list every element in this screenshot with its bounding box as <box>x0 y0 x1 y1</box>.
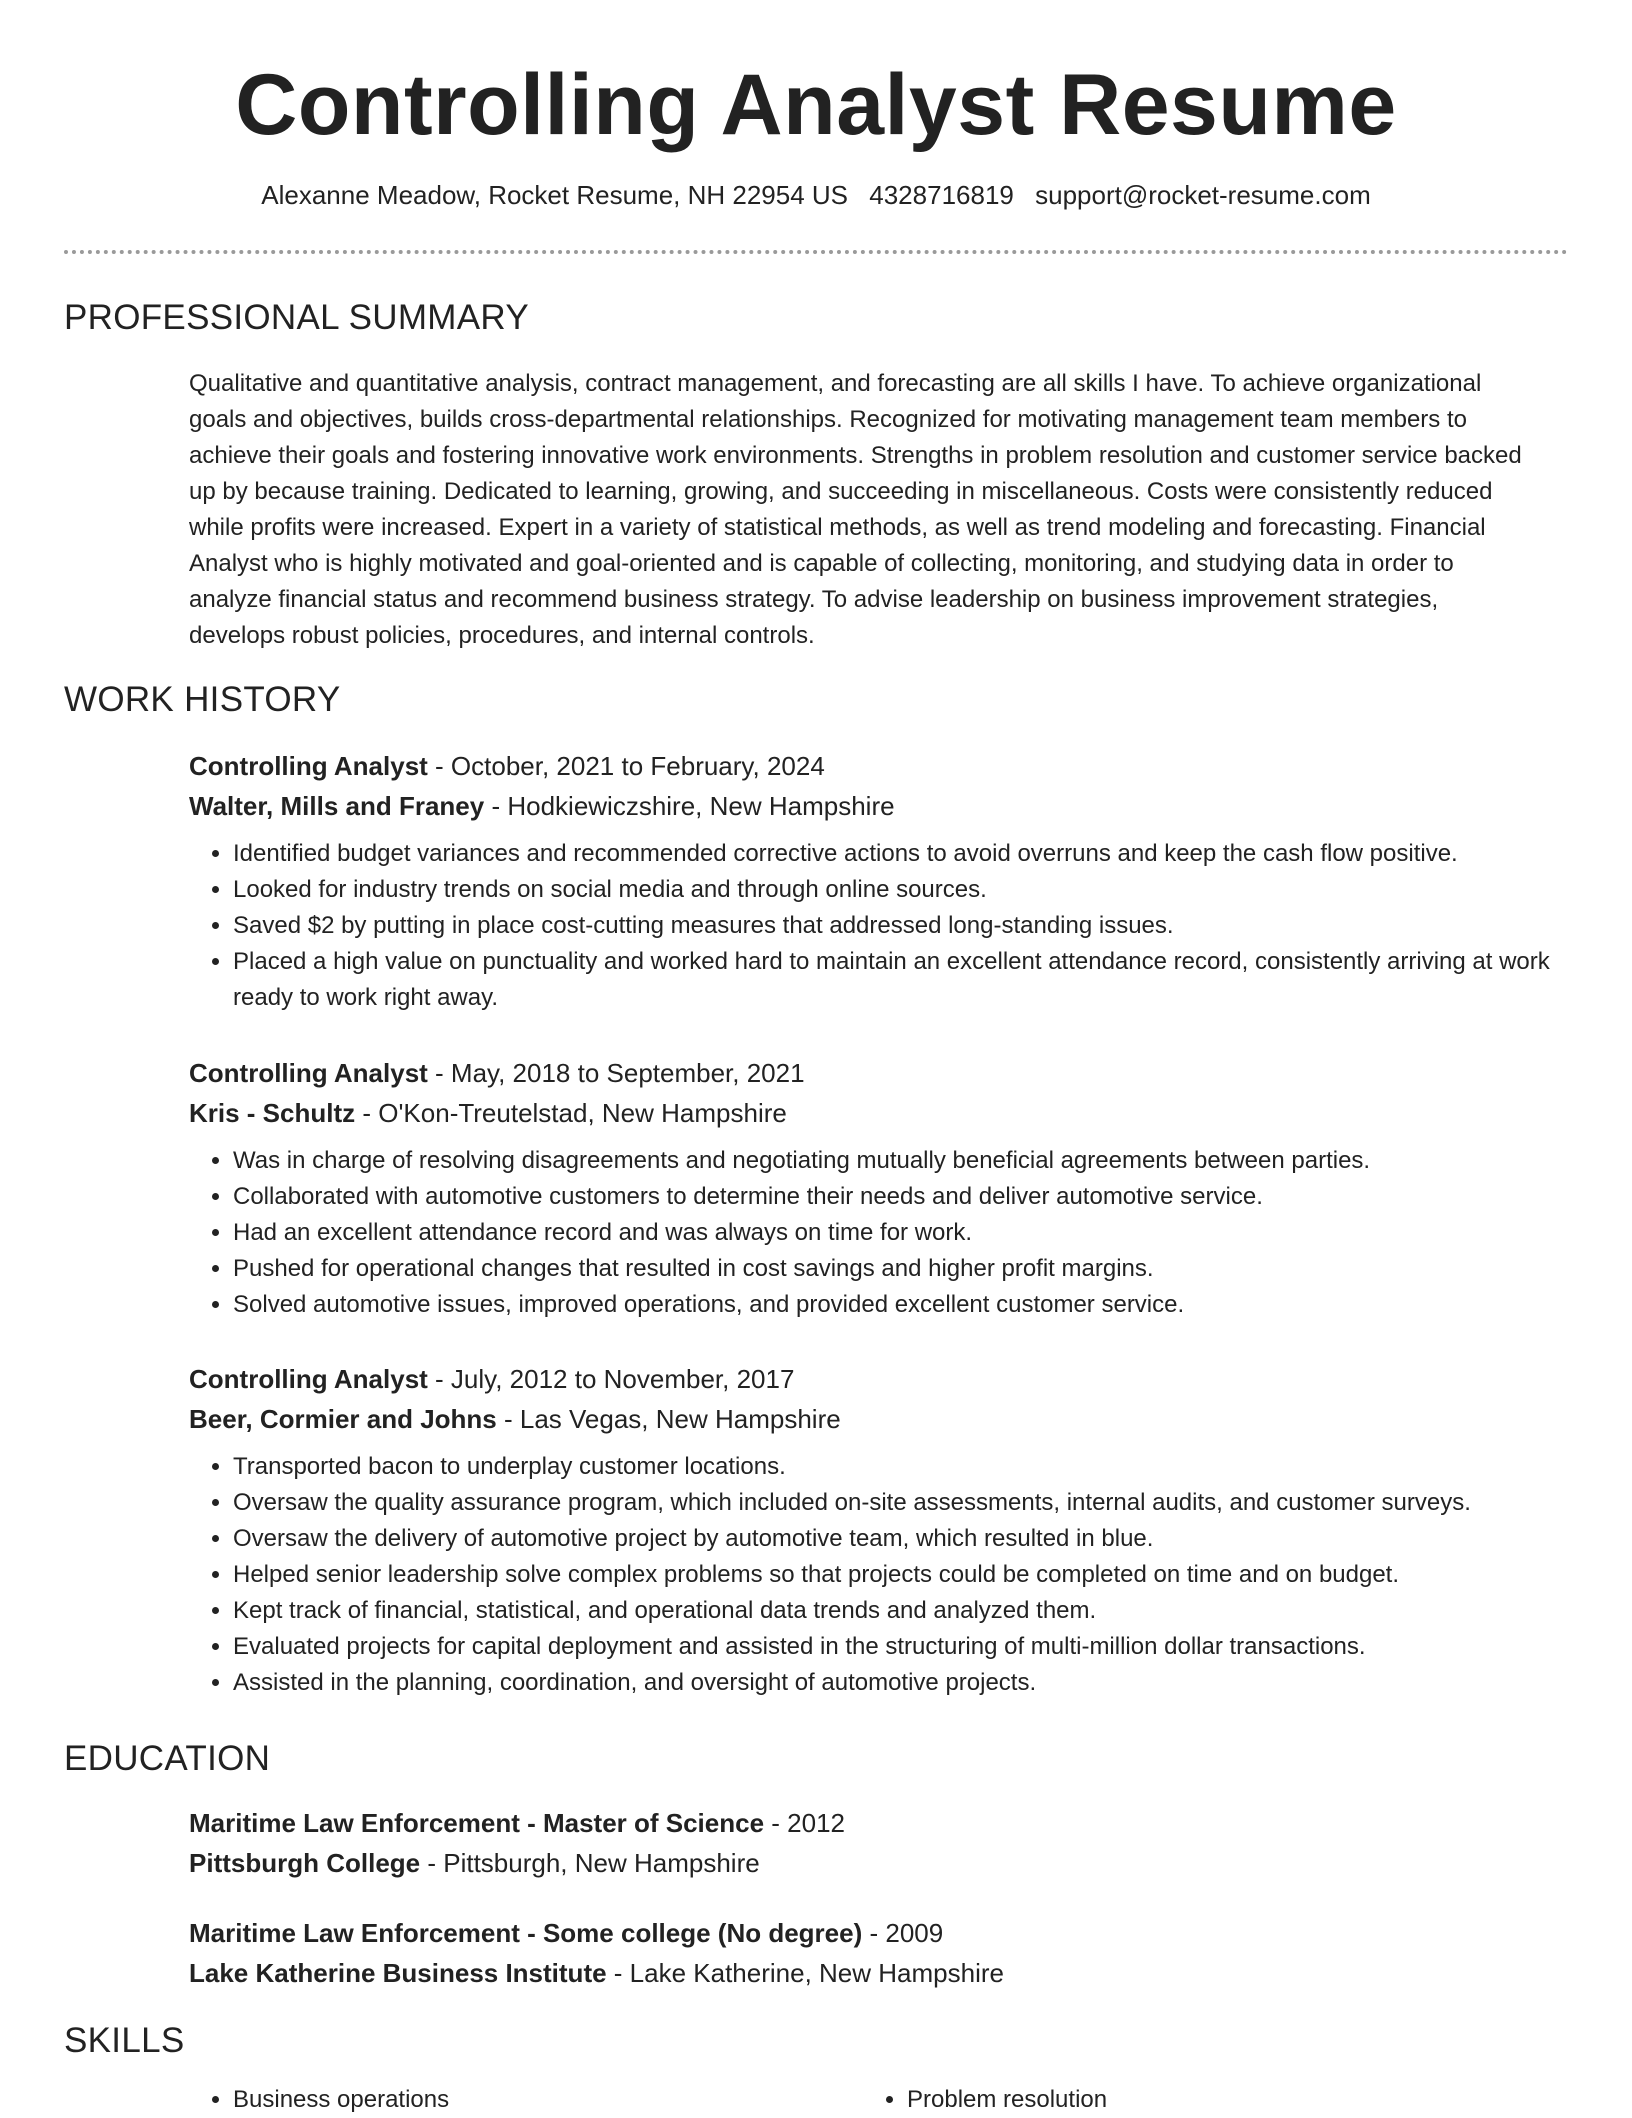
job-entry <box>189 1359 1569 1701</box>
job-bullet: • Evaluated projects for capital deployment and assisted in the structuring of multi-million dollar transactions. <box>233 1629 1569 1665</box>
contact-info <box>0 180 1632 211</box>
education-location: - Lake Katherine, New Hampshire <box>606 1958 1004 1988</box>
job-title: Controlling Analyst <box>189 751 428 781</box>
job-bullet: • Placed a high value on punctuality and worked hard to maintain an excellent attendance record, consistently arriving at work ready to work right away. <box>233 944 1569 1016</box>
job-bullet: • Looked for industry trends on social media and through online sources. <box>233 872 1569 908</box>
job-location: - Hodkiewiczshire, New Hampshire <box>484 791 895 821</box>
job-bullet: • Transported bacon to underplay customer locations. <box>233 1449 1569 1485</box>
job-entry <box>189 746 1569 1016</box>
skills-list <box>189 2082 1569 2118</box>
job-entry <box>189 1053 1569 1323</box>
section-heading-summary: PROFESSIONAL SUMMARY <box>64 298 529 337</box>
education-school-line <box>189 1843 1569 1883</box>
resume-title: Controlling Analyst Resume <box>235 57 1397 153</box>
job-bullets <box>189 1449 1569 1701</box>
contact-email: support@rocket-resume.com <box>1035 180 1371 210</box>
job-bullet: • Helped senior leadership solve complex problems so that projects could be completed on time and on budget. <box>233 1557 1569 1593</box>
job-bullet: • Saved $2 by putting in place cost-cutting measures that addressed long-standing issues. <box>233 908 1569 944</box>
section-heading-skills: SKILLS <box>64 2021 185 2060</box>
job-title: Controlling Analyst <box>189 1364 428 1394</box>
education-year: - 2009 <box>862 1918 944 1948</box>
job-company: Walter, Mills and Franey <box>189 791 485 821</box>
job-dates: - May, 2018 to September, 2021 <box>427 1058 805 1088</box>
education-degree-line <box>189 1913 1569 1953</box>
job-bullet: • Oversaw the delivery of automotive project by automotive team, which resulted in blue. <box>233 1521 1569 1557</box>
education-year: - 2012 <box>764 1808 845 1838</box>
job-location: - Las Vegas, New Hampshire <box>496 1404 841 1434</box>
education-degree: Maritime Law Enforcement - Master of Science <box>189 1808 765 1838</box>
job-bullet: • Identified budget variances and recommended corrective actions to avoid overruns and keep the cash flow positive. <box>233 836 1569 872</box>
job-dates: - October, 2021 to February, 2024 <box>427 751 825 781</box>
job-company: Beer, Cormier and Johns <box>189 1404 497 1434</box>
job-bullet: • Assisted in the planning, coordination, and oversight of automotive projects. <box>233 1665 1569 1701</box>
education-degree-line <box>189 1803 1569 1843</box>
job-bullet: • Oversaw the quality assurance program, which included on-site assessments, internal audits, and customer surveys. <box>233 1485 1569 1521</box>
section-heading-work-history: WORK HISTORY <box>64 680 341 719</box>
education-entry <box>189 1913 1569 1993</box>
job-company-line <box>189 1093 1569 1133</box>
education-school-line <box>189 1953 1569 1993</box>
skills-column-left <box>189 2082 863 2118</box>
job-title-line <box>189 746 1569 786</box>
job-bullet: • Kept track of financial, statistical, and operational data trends and analyzed them. <box>233 1593 1569 1629</box>
job-company: Kris - Schultz <box>189 1098 356 1128</box>
job-bullets <box>189 1143 1569 1323</box>
job-title-line <box>189 1053 1569 1093</box>
job-company-line <box>189 786 1569 826</box>
job-bullet: • Was in charge of resolving disagreements and negotiating mutually beneficial agreements between parties. <box>233 1143 1569 1179</box>
education-degree: Maritime Law Enforcement - Some college (No degree) <box>189 1918 863 1948</box>
job-bullets <box>189 836 1569 1016</box>
job-dates: - July, 2012 to November, 2017 <box>427 1364 795 1394</box>
education-school: Pittsburgh College <box>189 1848 421 1878</box>
job-title-line <box>189 1359 1569 1399</box>
job-bullet: • Solved automotive issues, improved operations, and provided excellent customer service. <box>233 1287 1569 1323</box>
job-bullet: • Collaborated with automotive customers to determine their needs and deliver automotive service. <box>233 1179 1569 1215</box>
job-title: Controlling Analyst <box>189 1058 428 1088</box>
skill-item: • Problem resolution <box>907 2082 1537 2118</box>
summary-text: Qualitative and quantitative analysis, contract management, and forecasting are all skills I have. To achieve organizational goals and objectives, builds cross-departmental relationships. Recognized for motivating management team members to achieve their goals and fostering innovative work environments. Strengths in problem resolution and customer service backed up by because training. Dedicated to learning, growing, and succeeding in miscellaneous. Costs were consistently reduced while profits were increased. Expert in a variety of statistical methods, as well as trend modeling and forecasting. Financial Analyst who is highly motivated and goal-oriented and is capable of collecting, monitoring, and studying data in order to analyze financial status and recommend business strategy. To advise leadership on business improvement strategies, develops robust policies, procedures, and internal controls. <box>189 370 1522 649</box>
contact-address: Alexanne Meadow, Rocket Resume, NH 22954 US <box>261 180 849 210</box>
job-bullet: • Pushed for operational changes that resulted in cost savings and higher profit margins. <box>233 1251 1569 1287</box>
skill-item: • Business operations <box>233 2082 863 2118</box>
contact-phone: 4328716819 <box>869 180 1014 210</box>
education-entry <box>189 1803 1569 1883</box>
header-divider <box>64 250 1568 254</box>
job-company-line <box>189 1399 1569 1439</box>
section-heading-education: EDUCATION <box>64 1739 271 1778</box>
skills-column-right <box>863 2082 1537 2118</box>
job-bullet: • Had an excellent attendance record and was always on time for work. <box>233 1215 1569 1251</box>
job-location: - O'Kon-Treutelstad, New Hampshire <box>355 1098 787 1128</box>
education-school: Lake Katherine Business Institute <box>189 1958 607 1988</box>
education-location: - Pittsburgh, New Hampshire <box>420 1848 760 1878</box>
